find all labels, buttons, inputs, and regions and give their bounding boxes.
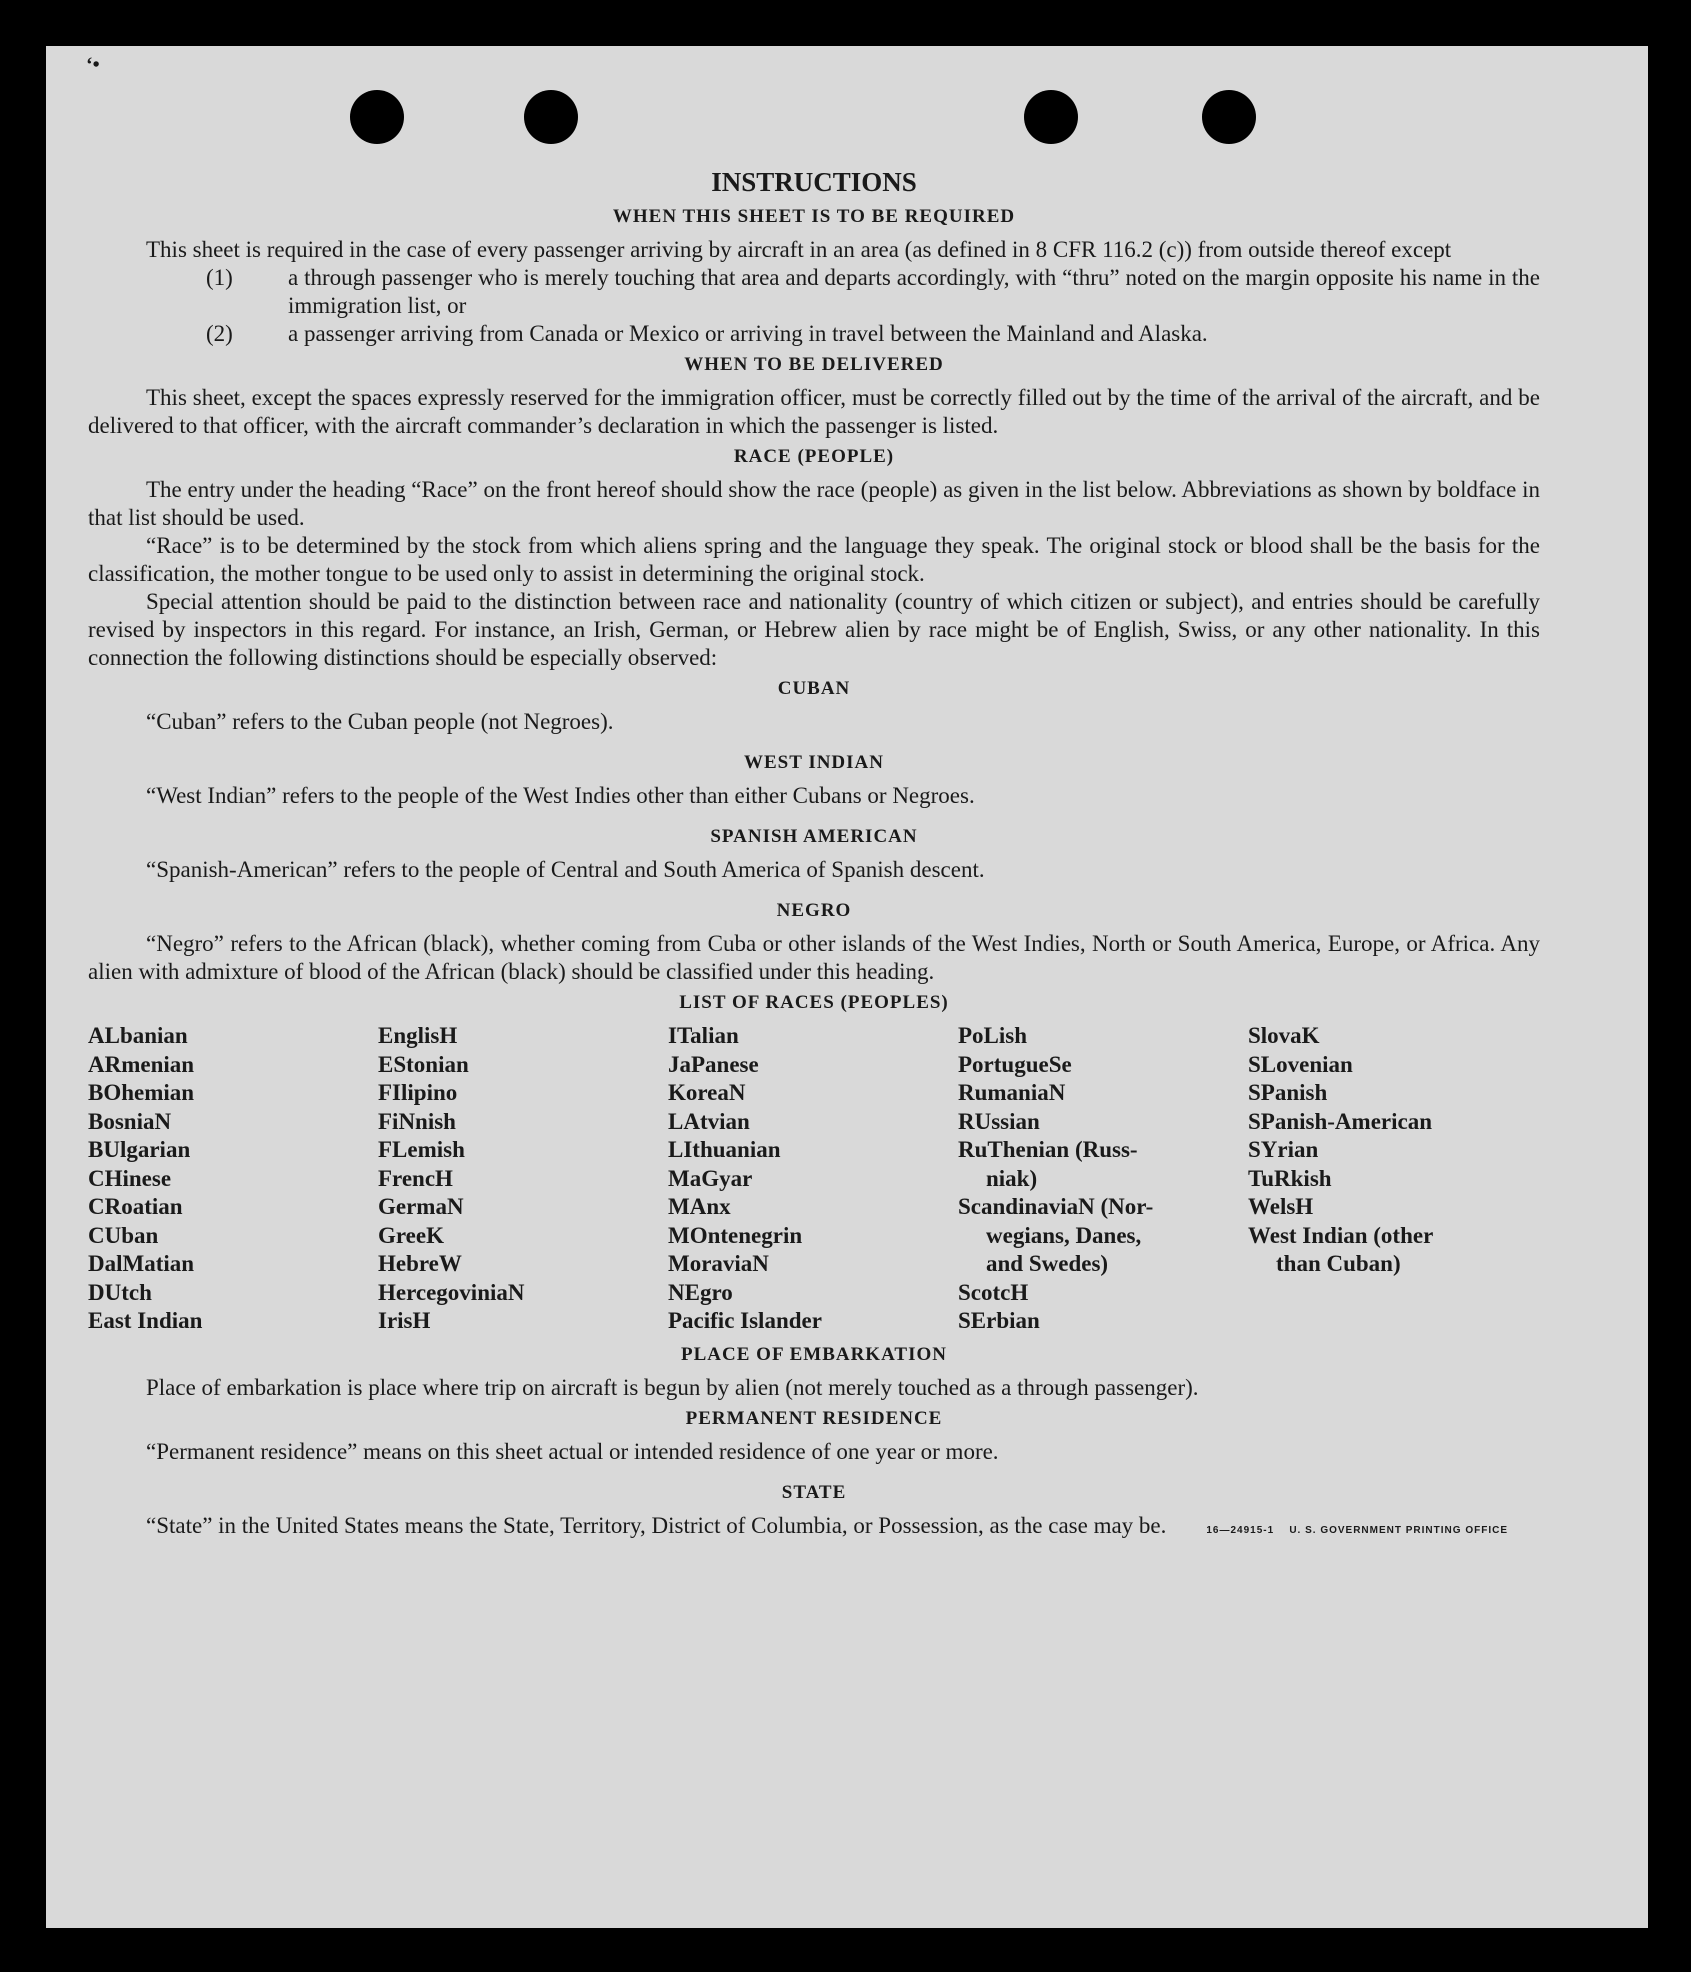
race-paragraph-2: “Race” is to be determined by the stock from which aliens spring and the language they speak. The original stock or blood shall be the basis for the classification, the mother tongue to be used only to assist in determining the original stock. [88,533,1540,586]
race-entry: DalMatian [88,1251,195,1276]
exception-text: a through passenger who is merely touching that area and departs accordingly, with “thru” noted on the margin opposite his name in the immigration list, or [288,265,1540,318]
race-entry: HebreW [378,1251,462,1276]
embarkation-text: Place of embarkation is place where trip on aircraft is begun by alien (not merely touched as a through passenger). [146,1374,1199,1400]
race-entry: MAnx [668,1194,731,1219]
punch-hole-4 [1202,90,1256,144]
race-entry: FiNnish [378,1108,456,1134]
heading-embarkation: PLACE OF EMBARKATION [681,1343,947,1365]
heading-west-indian: WEST INDIAN [744,752,884,773]
race-entry: NEgro [668,1279,733,1305]
race-entry: FrencH [378,1165,453,1191]
race-entry: SPanish-American [1248,1108,1432,1134]
punch-hole-1 [350,90,404,144]
race-entry: CUban [88,1222,159,1248]
heading-required: WHEN THIS SHEET IS TO BE REQUIRED [612,206,1016,227]
race-entry: EnglisH [378,1023,458,1048]
race-entry: BUlgarian [88,1137,191,1162]
race-entry: ARmenian [88,1051,195,1077]
race-entry: BOhemian [88,1080,195,1105]
west-indian-text: “West Indian” refers to the people of the West Indies other than either Cubans or Negroes. [146,783,975,808]
heading-residence: PERMANENT RESIDENCE [685,1407,943,1429]
races-column-3 [668,1022,958,1336]
cuban-text: “Cuban” refers to the Cuban people (not Negroes). [146,709,614,734]
negro-text: “Negro” refers to the African (black), whether coming from Cuba or other islands of the West Indies, North or South America, Europe, or Africa. Any alien with admixture of blood of the African (black) should be classified under this heading. [88,931,1540,984]
race-entry: SlovaK [1248,1023,1320,1048]
printing-imprint [1206,1525,1508,1536]
punch-hole-2 [524,90,578,144]
race-entry: MOntenegrin [668,1222,803,1248]
page-title: INSTRUCTIONS [711,167,917,197]
required-intro: This sheet is required in the case of every passenger arriving by aircraft in an area (as defined in 8 CFR 116.2 (c)) from outside thereof except [146,237,1452,262]
race-entry: HercegoviniaN [378,1279,525,1305]
races-list [88,1022,1540,1336]
exception-item [88,320,1540,348]
race-entry: TuRkish [1248,1165,1332,1191]
state-section [88,1512,1540,1540]
race-entry-continued: niak) [986,1165,1038,1191]
state-text: “State” in the United States means the State, Territory, District of Columbia, or Possession, as the case may be. [146,1512,1167,1538]
heading-race: RACE (PEOPLE) [733,446,895,467]
races-column-4 [958,1022,1248,1336]
races-column-5 [1248,1022,1538,1336]
race-entry: MaGyar [668,1165,753,1191]
exception-item [88,264,1540,320]
print-code: 16—24915-1 [1206,1524,1275,1536]
heading-list-of-races: LIST OF RACES (PEOPLES) [679,992,949,1013]
race-entry: SPanish [1248,1080,1328,1105]
race-entry: BosniaN [88,1108,172,1134]
race-entry: IrisH [378,1308,431,1333]
race-entry-continued: than Cuban) [1276,1251,1401,1276]
race-entry: ITalian [668,1023,739,1048]
race-entry: ScandinaviaN (Nor- [958,1194,1154,1219]
race-entry: CHinese [88,1165,172,1191]
delivered-text: This sheet, except the spaces expressly reserved for the immigration officer, must be correctly filled out by the time of the arrival of the aircraft, and be delivered to that officer, with the aircraft commander’s declaration in which the passenger is listed. [88,385,1540,438]
race-entry: PortugueSe [958,1051,1072,1077]
race-entry: PoLish [958,1023,1028,1048]
corner-mark: ‘• [86,54,100,76]
heading-spanish-american: SPANISH AMERICAN [710,826,918,847]
race-entry: SYrian [1248,1137,1319,1162]
race-entry: GermaN [378,1194,464,1219]
heading-cuban: CUBAN [777,678,851,699]
race-entry: SLovenian [1248,1051,1353,1077]
race-entry: WelsH [1248,1194,1314,1219]
residence-text: “Permanent residence” means on this sheet actual or intended residence of one year or more. [146,1438,999,1464]
races-column-1 [88,1022,378,1336]
race-entry: KoreaN [668,1080,746,1105]
race-entry: SErbian [958,1308,1040,1333]
race-entry: FIlipino [378,1080,458,1105]
race-entry: LIthuanian [668,1137,781,1162]
race-entry: MoraviaN [668,1251,769,1276]
heading-negro: NEGRO [776,900,852,921]
race-entry: LAtvian [668,1108,750,1134]
race-entry: RUssian [958,1108,1040,1134]
race-entry: FLemish [378,1137,465,1162]
race-paragraph-1: The entry under the heading “Race” on the front hereof should show the race (people) as given in the list below. Abbreviations as shown by boldface in that list should be used. [88,477,1540,530]
race-entry: East Indian [88,1308,203,1333]
instructions-content [88,164,1540,1540]
race-paragraph-3: Special attention should be paid to the distinction between race and nationality (country of which citizen or subject), and entries should be carefully revised by inspectors in this regard. For instance, an Irish, German, or Hebrew alien by race might be of English, Swiss, or any other nationality. In this connection the following distinctions should be especially observed: [88,589,1540,670]
heading-state: STATE [781,1481,847,1503]
race-entry: CRoatian [88,1194,183,1219]
race-entry: EStonian [378,1051,469,1077]
race-entry: RuThenian (Russ- [958,1137,1138,1162]
race-entry: JaPanese [668,1051,759,1077]
race-entry: Pacific Islander [668,1308,822,1333]
races-column-2 [378,1022,668,1336]
race-entry: RumaniaN [958,1080,1066,1105]
document-page [46,46,1648,1928]
race-entry-continued: wegians, Danes, [986,1222,1142,1248]
race-entry-continued: and Swedes) [986,1251,1109,1276]
spanish-american-text: “Spanish-American” refers to the people of Central and South America of Spanish descent. [146,857,985,882]
exception-number: (1) [206,265,233,290]
heading-delivered: WHEN TO BE DELIVERED [684,354,944,375]
printer-name: U. S. GOVERNMENT PRINTING OFFICE [1289,1524,1508,1536]
race-entry: ALbanian [88,1023,188,1048]
punch-hole-3 [1024,90,1078,144]
race-entry: DUtch [88,1279,152,1305]
race-entry: West Indian (other [1248,1222,1434,1248]
race-entry: GreeK [378,1222,444,1248]
exception-number: (2) [206,321,233,346]
exception-text: a passenger arriving from Canada or Mexico or arriving in travel between the Mainland and Alaska. [288,321,1208,346]
race-entry: ScotcH [958,1279,1029,1305]
